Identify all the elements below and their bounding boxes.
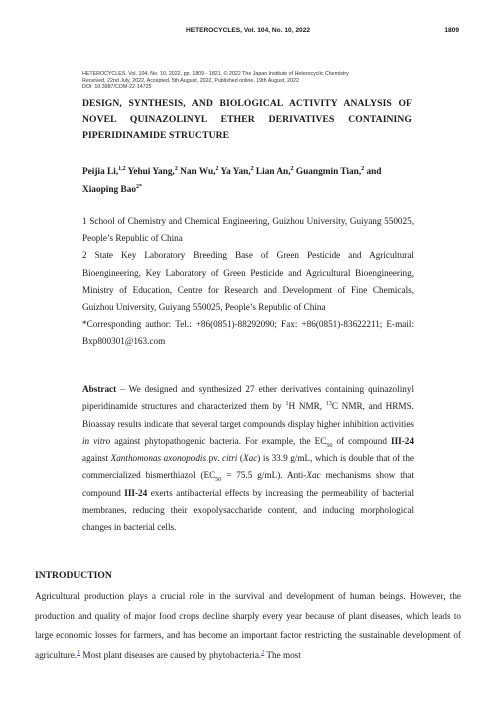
author-name: Yehui Yang, bbox=[125, 167, 175, 177]
affiliation-2: 2 State Key Laboratory Breeding Base of Green Pesticide and Agricultural Bioengineering, Key Laboratory of Green Pesticide and Agricultural Bioengineering, Ministry of Education, Centre for Research and Development of Fine Chemicals, Guizhou University, Guiyang 550025, People’s Republic of China bbox=[82, 250, 414, 313]
intro-text: Most plant diseases are caused by phytobacteria. bbox=[80, 649, 262, 660]
author-affil-mark: 2 bbox=[250, 165, 254, 172]
affiliations bbox=[82, 213, 414, 351]
author-list bbox=[82, 163, 416, 199]
abstract-text: exerts antibacterial effects by increasing the permeability of bacterial membranes, reducing their exopolysaccharide content, and inducing morphological changes in bacterial cells. bbox=[82, 487, 414, 533]
abstract-text: = 75.5 g/mL). Anti- bbox=[221, 470, 307, 481]
author-affil-mark: 2 bbox=[174, 165, 178, 172]
author-name: Ya Yan, bbox=[218, 167, 251, 177]
author-affil-mark: 2* bbox=[136, 183, 142, 190]
author-affil-mark: 1,2 bbox=[118, 165, 126, 172]
author-name: Guangmin Tian, bbox=[293, 167, 362, 177]
article-title: DESIGN, SYNTHESIS, AND BIOLOGICAL ACTIVITY ANALYSIS OF NOVEL QUINAZOLINYL ETHER DERIVATIVES CONTAINING PIPERIDINAMIDE STRUCTURE bbox=[82, 98, 412, 141]
abstract-sup: 1 bbox=[285, 401, 289, 408]
meta-citation: HETEROCYCLES, Vol. 104, No. 10, 2022, pp. 1809 - 1821. © 2022 The Japan Institute of Heterocyclic Chemistry bbox=[82, 71, 349, 77]
compound-label: III-24 bbox=[391, 435, 414, 446]
abstract-label: Abstract bbox=[82, 384, 117, 394]
abstract-sub: 50 bbox=[326, 442, 333, 449]
abstract-text: mechanisms show that compound bbox=[82, 470, 414, 498]
abstract-text: of compound bbox=[332, 435, 391, 446]
abstract-italic: in vitro bbox=[82, 435, 111, 446]
running-header bbox=[0, 27, 496, 39]
reference-link[interactable]: 1 bbox=[77, 649, 81, 656]
author-affil-mark: 2 bbox=[361, 165, 365, 172]
author-affil-mark: 2 bbox=[215, 165, 219, 172]
pathovar-name: citri bbox=[222, 453, 238, 464]
abstract bbox=[82, 381, 414, 537]
meta-dates: Received, 22nd July, 2022, Accepted, 5th August, 2022, Published online, 19th August, 2022 bbox=[82, 77, 299, 84]
affiliation-1: 1 School of Chemistry and Chemical Engineering, Guizhou University, Guiyang 550025, People’s Republic of China bbox=[82, 216, 414, 244]
abstract-text: ( bbox=[237, 453, 243, 464]
author-affil-mark: 2 bbox=[290, 165, 294, 172]
xac-abbrev: Xac bbox=[242, 453, 258, 464]
page-number: 1809 bbox=[444, 27, 459, 34]
abstract-text: pv. bbox=[206, 453, 223, 464]
author-name: and Xiaoping Bao bbox=[82, 167, 382, 195]
species-name: Xanthomonas axonopodis bbox=[110, 453, 207, 464]
author-name: Peijia Li, bbox=[82, 167, 119, 177]
abstract-text: ) is 33.9 g/mL, which is double that of the commercialized bismerthiazol (EC bbox=[82, 453, 414, 481]
abstract-text: against bbox=[82, 453, 111, 464]
compound-label: III-24 bbox=[124, 487, 148, 498]
abstract-text: – We designed and synthesized 27 ether derivatives containing quinazolinyl piperidinamide structures and characterized them by bbox=[82, 384, 414, 412]
abstract-text: C NMR, and HRMS. Bioassay results indicate that several target compounds display higher inhibition activities bbox=[82, 401, 414, 429]
author-name: Lian An, bbox=[253, 167, 291, 177]
introduction-body bbox=[35, 587, 461, 665]
intro-text: Agricultural production plays a crucial role in the survival and development of human beings. However, the production and quality of major food crops decline sharply every year because of plant diseases, which leads to large economic losses for farmers, and has become an important factor restricting the sustainable development of agriculture. bbox=[35, 591, 461, 660]
abstract-text: against phytopathogenic bacteria. For example, the EC bbox=[110, 435, 327, 446]
journal-header: HETEROCYCLES, Vol. 104, No. 10, 2022 bbox=[185, 27, 311, 34]
meta-doi: DOI: 10.3987/COM-22-14725 bbox=[82, 84, 152, 90]
abstract-text: H NMR, bbox=[288, 401, 326, 412]
corresponding-author: *Corresponding author: Tel.: +86(0851)-88292090; Fax: +86(0851)-83622211; E-mail: Bxp800301@163.com bbox=[82, 319, 414, 347]
section-heading-introduction: INTRODUCTION bbox=[35, 570, 112, 581]
abstract-sup: 13 bbox=[325, 401, 332, 408]
publication-meta bbox=[82, 71, 422, 91]
intro-text: The most bbox=[264, 649, 301, 660]
reference-link[interactable]: 2 bbox=[261, 649, 265, 656]
xac-abbrev: Xac bbox=[306, 470, 321, 481]
author-name: Nan Wu, bbox=[177, 167, 216, 177]
abstract-sub: 50 bbox=[215, 477, 222, 484]
